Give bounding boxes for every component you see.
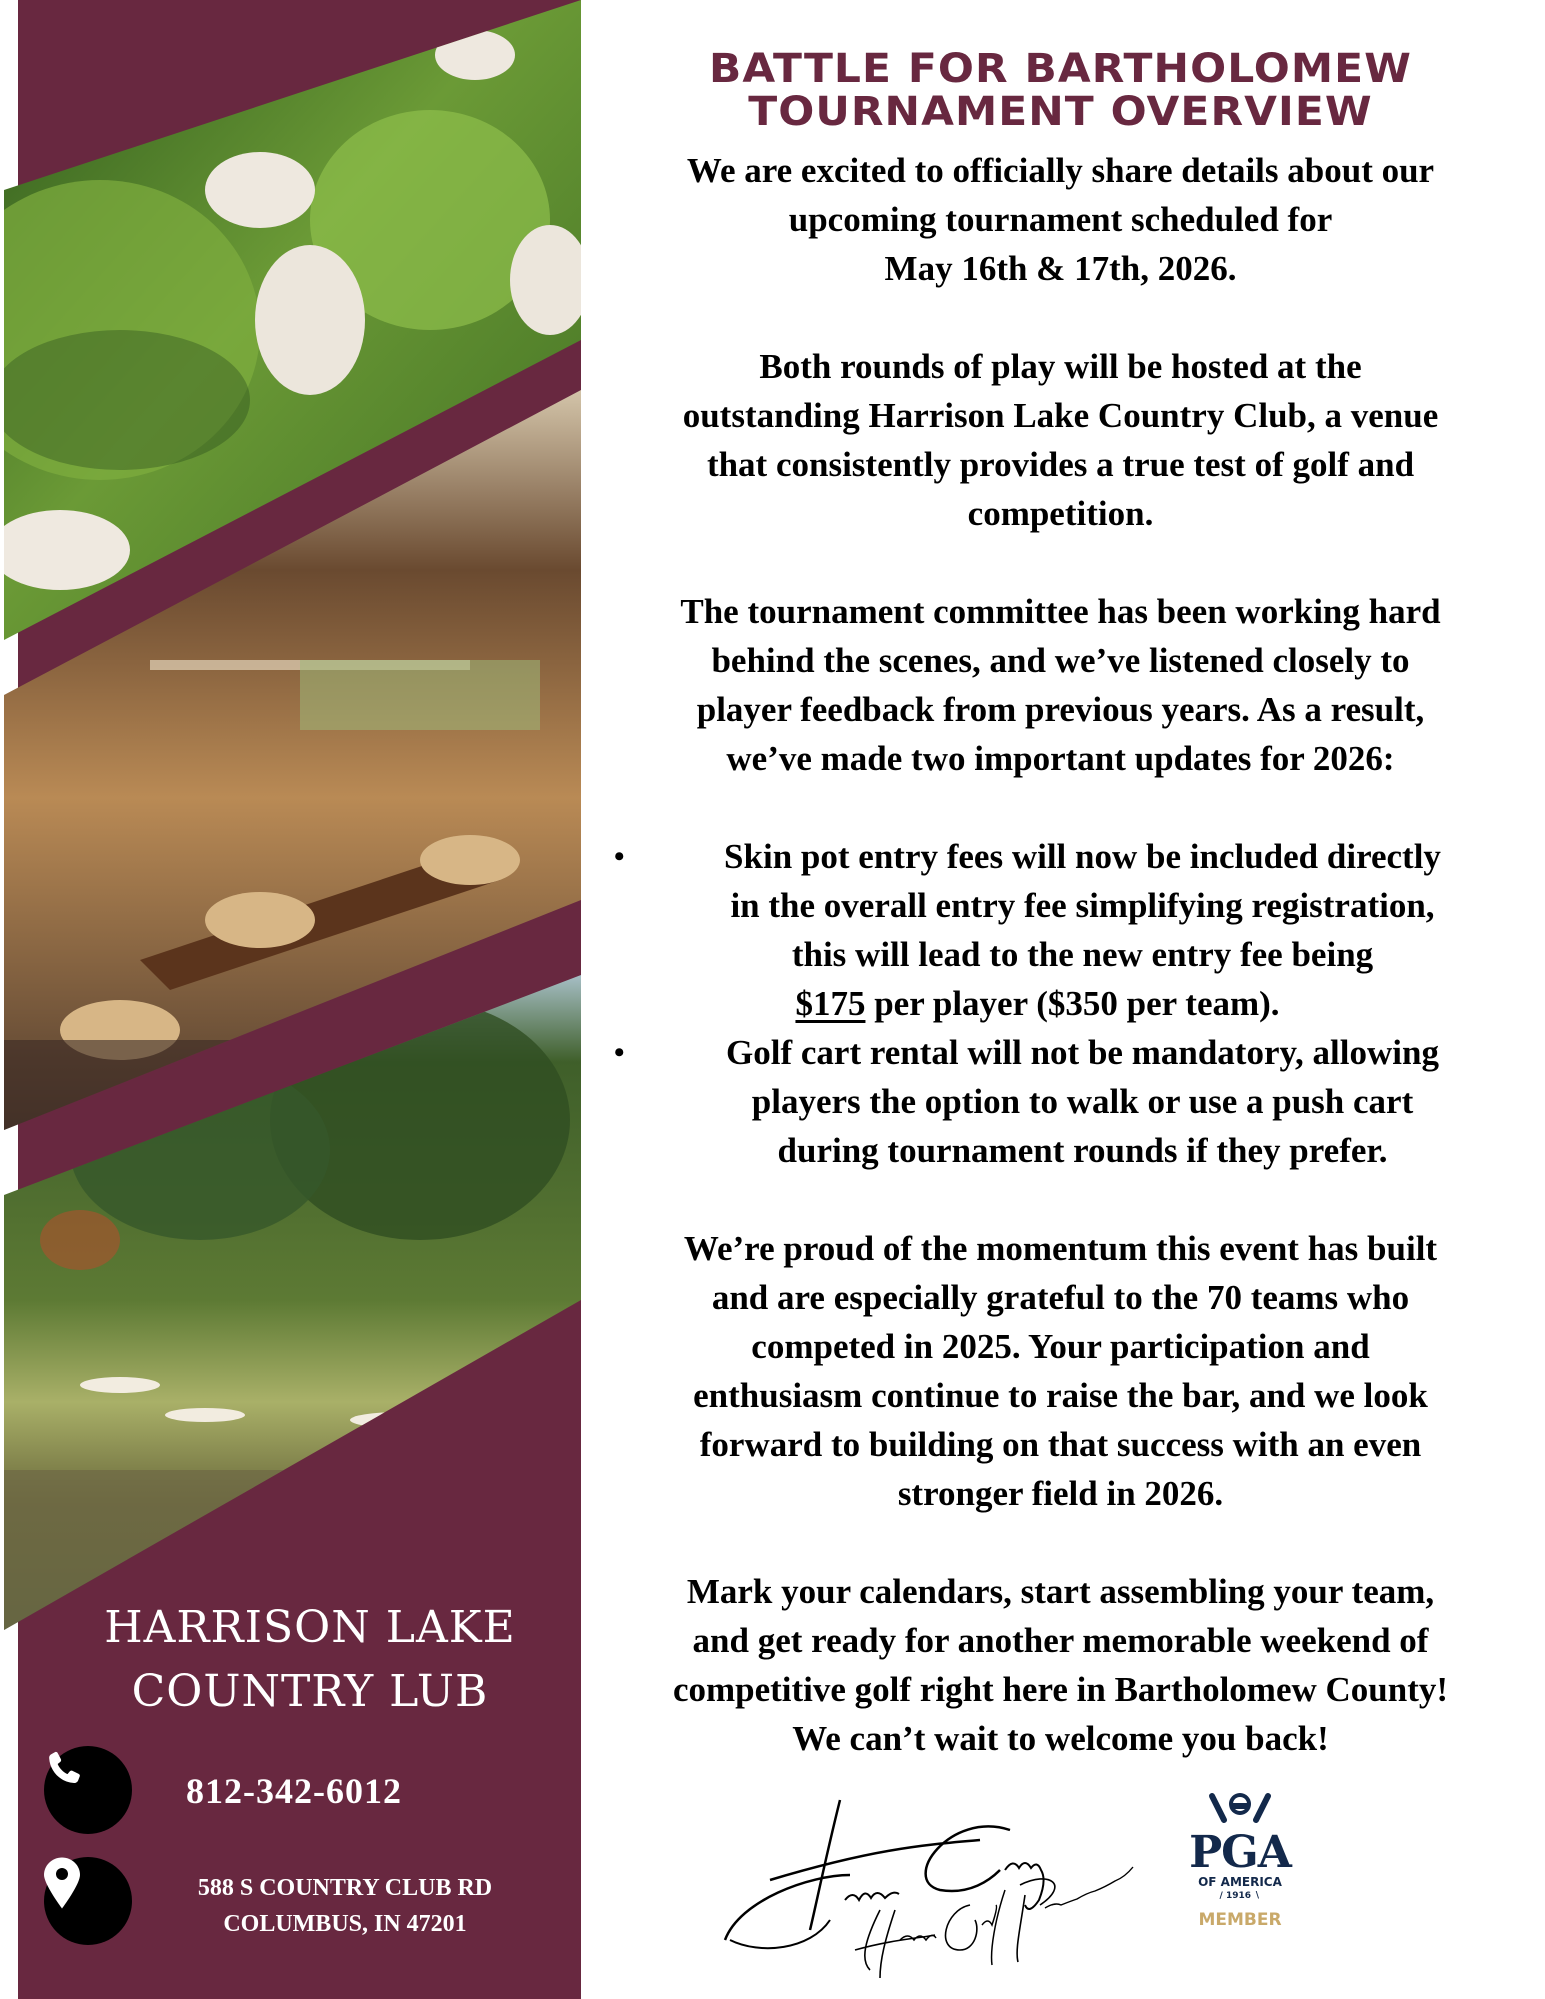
momentum-line: We’re proud of the momentum this event has built — [683, 1229, 1438, 1268]
venue-paragraph — [588, 342, 1533, 538]
club-icon: ∕ — [1219, 1891, 1223, 1901]
intro-line: We are excited to officially share details about our — [686, 151, 1435, 190]
bullet-line: during tournament rounds if they prefer. — [777, 1131, 1388, 1170]
club-name-line1: HARRISON LAKE — [104, 1602, 516, 1653]
bullet-icon: • — [614, 1036, 625, 1069]
momentum-line: forward to building on that success with an even — [699, 1425, 1422, 1464]
closing-line: competitive golf right here in Bartholomew County! — [672, 1670, 1449, 1709]
phone-icon — [44, 1746, 132, 1834]
title-line1: BATTLE FOR BARTHOLOMEW — [709, 46, 1412, 92]
committee-line: player feedback from previous years. As a result, — [696, 690, 1425, 729]
venue-line: that consistently provides a true test of golf and — [706, 445, 1415, 484]
pga-member-logo — [1170, 1790, 1310, 1940]
bullet-line: this will lead to the new entry fee being — [791, 935, 1374, 974]
momentum-line: and are especially grateful to the 70 teams who — [711, 1278, 1410, 1317]
momentum-line: stronger field in 2026. — [897, 1474, 1224, 1513]
closing-line: and get ready for another memorable weekend of — [692, 1621, 1429, 1660]
page-title — [560, 48, 1545, 134]
committee-line: The tournament committee has been working hard — [680, 592, 1441, 631]
entry-fee-price: $175 — [795, 984, 866, 1023]
club-name — [40, 1596, 580, 1724]
update-item-entry-fee — [588, 832, 1533, 1028]
phone-row — [44, 1746, 132, 1834]
club-icon: ∖ — [1254, 1891, 1261, 1901]
momentum-paragraph — [588, 1224, 1533, 1518]
pga-of-america: OF AMERICA — [1198, 1875, 1282, 1889]
momentum-line: enthusiasm continue to raise the bar, and we look — [693, 1376, 1428, 1415]
venue-line: competition. — [967, 494, 1154, 533]
map-pin-icon — [44, 1857, 132, 1945]
momentum-line: competed in 2025. Your participation and — [751, 1327, 1370, 1366]
venue-line: outstanding Harrison Lake Country Club, a venue — [682, 396, 1439, 435]
intro-paragraph — [588, 146, 1533, 293]
closing-paragraph — [588, 1567, 1533, 1763]
pga-year — [1170, 1889, 1310, 1903]
signature-graphic — [720, 1790, 1170, 1980]
update-item-golf-cart — [588, 1028, 1533, 1175]
main-content — [588, 0, 1533, 1763]
intro-date: May 16th & 17th, 2026. — [884, 249, 1237, 288]
bullet-line: Skin pot entry fees will now be included directly — [724, 837, 1441, 876]
bullet-icon: • — [614, 840, 625, 873]
closing-line: We can’t wait to welcome you back! — [792, 1719, 1329, 1758]
sidebar-panel — [0, 0, 585, 1999]
bullet-line: Golf cart rental will not be mandatory, allowing — [726, 1033, 1439, 1072]
bullet-line: players the option to walk or use a push cart — [751, 1082, 1414, 1121]
intro-line: upcoming tournament scheduled for — [788, 200, 1333, 239]
club-name-line2: COUNTRY LUB — [131, 1666, 489, 1717]
signature — [720, 1790, 1170, 1980]
pga-member-label: MEMBER — [1198, 1910, 1282, 1930]
pga-wordmark: PGA — [1189, 1827, 1291, 1878]
entry-fee-rest: per player ($350 per team). — [865, 984, 1280, 1023]
address-line2: COLUMBUS, IN 47201 — [223, 1911, 467, 1937]
pga-year-text: 1916 — [1225, 1891, 1252, 1901]
address-row — [44, 1857, 132, 1945]
closing-line: Mark your calendars, start assembling your team, — [686, 1572, 1435, 1611]
venue-line: Both rounds of play will be hosted at the — [759, 347, 1362, 386]
updates-list — [588, 832, 1533, 1175]
committee-paragraph — [588, 587, 1533, 783]
address-line1: 588 S COUNTRY CLUB RD — [197, 1875, 493, 1901]
golf-ball-clubs-icon — [1190, 1790, 1290, 1826]
bullet-line — [632, 979, 1533, 1028]
bullet-line: in the overall entry fee simplifying registration, — [730, 886, 1435, 925]
phone-number[interactable]: 812-342-6012 — [186, 1771, 402, 1811]
address[interactable] — [150, 1870, 540, 1942]
committee-line: behind the scenes, and we’ve listened closely to — [711, 641, 1410, 680]
committee-line: we’ve made two important updates for 2026: — [726, 739, 1395, 778]
title-line2: TOURNAMENT OVERVIEW — [748, 89, 1373, 135]
